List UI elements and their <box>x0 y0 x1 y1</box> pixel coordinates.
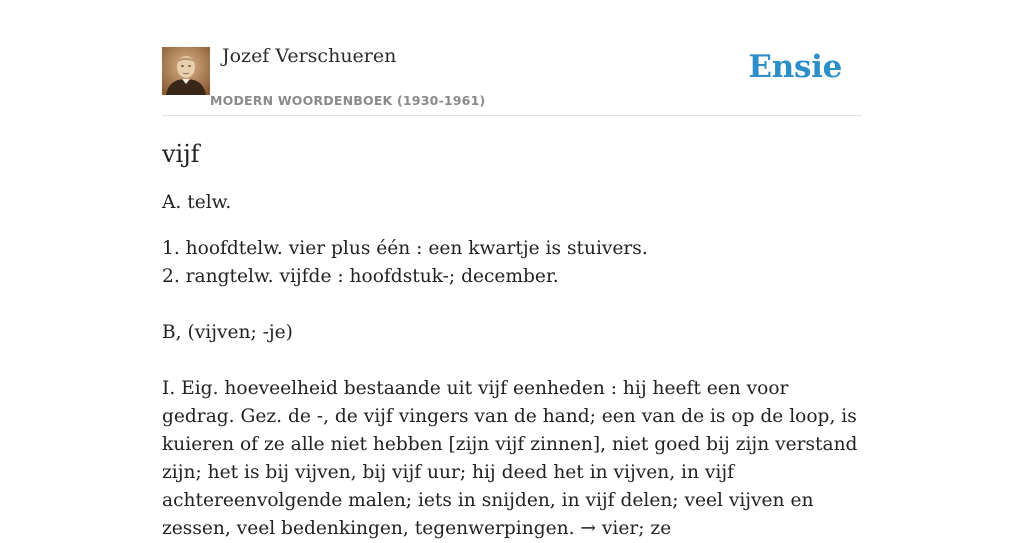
part-b-label: B, (vijven; -je) <box>162 322 293 343</box>
entry-header <box>162 0 862 116</box>
paragraph-i: I. Eig. hoeveelheid bestaande uit vijf eenheden : hij heeft een voor gedrag. Gez. de -, de vijf vingers van de hand; een van de is op de loop, is kuieren of ze alle niet hebben [zijn vijf zinnen], niet goed bij zijn verstand zijn; het is bij vijven, bij vijf uur; hij deed het in vijven, in vijf achtereenvolgende malen; iets in snijden, in vijf delen; veel vijven en zessen, veel bedenkingen, tegenwerpingen. → vier; ze <box>162 378 858 539</box>
ensie-logo[interactable]: Ensie <box>748 49 842 85</box>
part-a-label: A. telw. <box>162 192 232 213</box>
source-label: MODERN WOORDENBOEK (1930-1961) <box>210 93 486 108</box>
sense-2: 2. rangtelw. vijfde : hoofdstuk-; december. <box>162 266 559 287</box>
author-name[interactable]: Jozef Verschueren <box>222 45 397 67</box>
author-portrait-icon <box>162 47 210 95</box>
entry-content <box>162 139 862 543</box>
entry-page <box>162 0 862 539</box>
author-avatar[interactable] <box>162 47 210 95</box>
sense-1: 1. hoofdtelw. vier plus één : een kwartje is stuivers. <box>162 238 648 259</box>
entry-term: vijf <box>162 140 200 168</box>
